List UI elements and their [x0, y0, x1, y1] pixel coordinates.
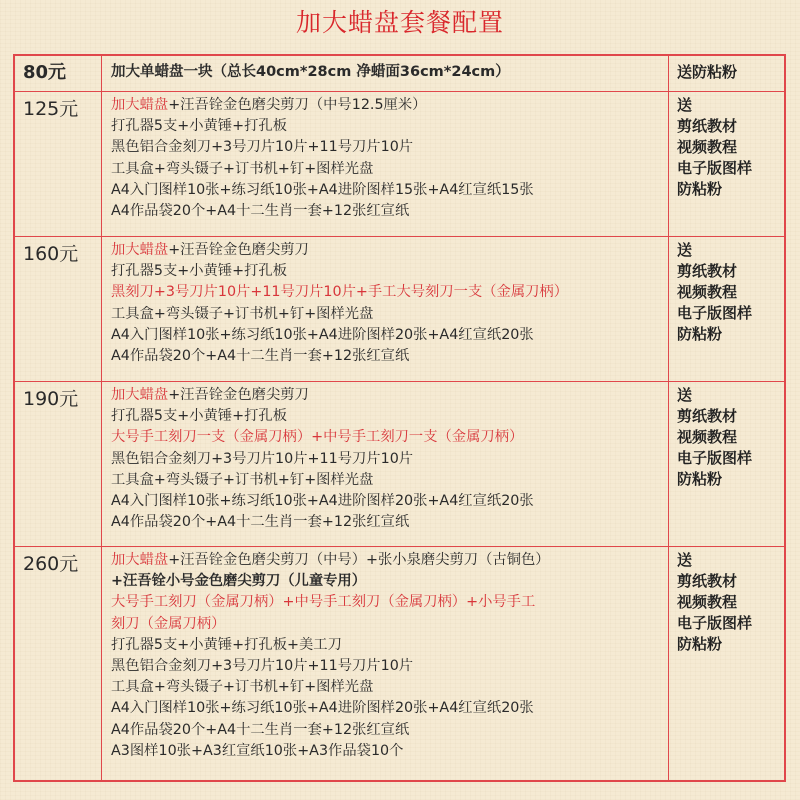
item-text: A3图样10张+A3红宣纸10张+A3作品袋10个	[111, 742, 404, 759]
item-text: +汪吾铨金色磨尖剪刀	[168, 242, 309, 258]
item-line	[111, 116, 668, 137]
item-line	[111, 325, 668, 346]
gift-item: 电子版图样	[677, 614, 753, 632]
item-line	[111, 720, 668, 741]
item-line	[111, 201, 668, 222]
item-line	[111, 449, 668, 470]
item-text: +汪吾铨金色磨尖剪刀（中号）+张小泉磨尖剪刀（古铜色）	[168, 552, 550, 568]
gift-item: 送	[677, 241, 693, 259]
item-text: +汪吾铨金色磨尖剪刀	[168, 387, 309, 403]
item-line	[111, 512, 668, 533]
gift-item: 视频教程	[677, 428, 738, 446]
item-text: +汪吾铨小号金色磨尖剪刀（儿童专用）	[111, 573, 367, 590]
item-text: 打孔器5支+小黄锤+打孔板+美工刀	[111, 636, 342, 653]
highlighted-item-text: 大号手工刻刀一支（金属刀柄）+中号手工刻刀一支（金属刀柄）	[111, 429, 524, 446]
items-cell	[102, 237, 669, 381]
item-text: 打孔器5支+小黄锤+打孔板	[111, 408, 288, 425]
item-text: 工具盒+弯头镊子+订书机+钉+图样光盘	[111, 160, 374, 177]
gift-item: 剪纸教材	[677, 117, 738, 135]
item-text: 工具盒+弯头镊子+订书机+钉+图样光盘	[111, 471, 374, 488]
gift-item: 防粘粉	[677, 470, 723, 488]
item-text: 黑色铝合金刻刀+3号刀片10片+11号刀片10片	[111, 450, 414, 467]
item-line	[111, 304, 668, 325]
gift-item: 电子版图样	[677, 449, 753, 467]
item-text: A4入门图样10张+练习纸10张+A4进阶图样15张+A4红宣纸15张	[111, 181, 534, 198]
highlighted-item-text: 刻刀（金属刀柄）	[111, 615, 226, 632]
table-row	[15, 92, 784, 237]
item-line	[111, 159, 668, 180]
highlighted-item-text: 加大蜡盘	[111, 242, 169, 258]
gift-item: 送	[677, 551, 693, 569]
highlighted-item-text: 加大蜡盘	[111, 552, 169, 568]
item-text: 工具盒+弯头镊子+订书机+钉+图样光盘	[111, 679, 374, 696]
table-row	[15, 547, 784, 780]
item-line	[111, 677, 668, 698]
item-line	[111, 635, 668, 656]
item-line	[111, 180, 668, 201]
item-line	[111, 741, 668, 762]
gift-cell: 送防粘粉	[677, 63, 738, 81]
item-text: A4作品袋20个+A4十二生肖一套+12张红宣纸	[111, 721, 410, 738]
highlighted-item-text: 大号手工刻刀（金属刀柄）+中号手工刻刀（金属刀柄）+小号手工	[111, 594, 536, 611]
item-text: 黑色铝合金刻刀+3号刀片10片+11号刀片10片	[111, 658, 414, 675]
item-text: A4作品袋20个+A4十二生肖一套+12张红宣纸	[111, 514, 410, 531]
items-cell	[102, 547, 669, 780]
item-text: A4作品袋20个+A4十二生肖一套+12张红宣纸	[111, 348, 410, 365]
item-text: A4入门图样10张+练习纸10张+A4进阶图样20张+A4红宣纸20张	[111, 700, 534, 717]
items-cell: 加大单蜡盘一块（总长40cm*28cm 净蜡面36cm*24cm）	[102, 56, 669, 91]
gift-item: 剪纸教材	[677, 572, 738, 590]
gift-item: 防粘粉	[677, 635, 723, 653]
item-text: 打孔器5支+小黄锤+打孔板	[111, 118, 288, 135]
gift-item: 送	[677, 386, 693, 404]
price-cell: 160元	[15, 237, 102, 381]
gift-item: 视频教程	[677, 593, 738, 611]
item-line	[111, 491, 668, 512]
gift-item: 剪纸教材	[677, 262, 738, 280]
price-cell: 80元	[15, 56, 102, 91]
price-cell: 125元	[15, 92, 102, 236]
item-line	[111, 240, 668, 261]
gift-item: 送	[677, 96, 693, 114]
gift-cell	[669, 92, 784, 236]
table-row	[15, 237, 784, 382]
item-text: +汪吾铨金色磨尖剪刀（中号12.5厘米）	[168, 97, 427, 113]
item-line	[111, 261, 668, 282]
item-text: 黑色铝合金刻刀+3号刀片10片+11号刀片10片	[111, 139, 414, 156]
item-line	[111, 550, 668, 571]
items-cell	[102, 92, 669, 236]
item-line	[111, 137, 668, 158]
package-table	[13, 54, 786, 782]
item-line	[111, 95, 668, 116]
item-line	[111, 282, 668, 303]
item-line	[111, 698, 668, 719]
gift-cell	[669, 237, 784, 381]
item-line	[111, 385, 668, 406]
highlighted-item-text: 加大蜡盘	[111, 97, 169, 113]
gift-item: 视频教程	[677, 138, 738, 156]
item-line	[111, 656, 668, 677]
item-text: 工具盒+弯头镊子+订书机+钉+图样光盘	[111, 305, 374, 322]
gift-item: 电子版图样	[677, 159, 753, 177]
highlighted-item-text: 黑刻刀+3号刀片10片+11号刀片10片+手工大号刻刀一支（金属刀柄）	[111, 284, 569, 301]
highlighted-item-text: 加大蜡盘	[111, 387, 169, 403]
item-line	[111, 571, 668, 592]
item-line	[111, 470, 668, 491]
item-text: A4入门图样10张+练习纸10张+A4进阶图样20张+A4红宣纸20张	[111, 326, 534, 343]
item-text: A4作品袋20个+A4十二生肖一套+12张红宣纸	[111, 203, 410, 220]
gift-item: 防粘粉	[677, 180, 723, 198]
item-line	[111, 427, 668, 448]
gift-item: 剪纸教材	[677, 407, 738, 425]
item-line	[111, 406, 668, 427]
gift-item: 视频教程	[677, 283, 738, 301]
gift-cell	[669, 382, 784, 546]
item-text: 打孔器5支+小黄锤+打孔板	[111, 263, 288, 280]
item-line	[111, 614, 668, 635]
page-title: 加大蜡盘套餐配置	[295, 8, 504, 37]
gift-item: 电子版图样	[677, 304, 753, 322]
items-cell	[102, 382, 669, 546]
table-row	[15, 382, 784, 547]
table-row-basic	[15, 56, 784, 92]
price-cell: 190元	[15, 382, 102, 546]
gift-item: 防粘粉	[677, 325, 723, 343]
item-text: A4入门图样10张+练习纸10张+A4进阶图样20张+A4红宣纸20张	[111, 493, 534, 510]
price-cell: 260元	[15, 547, 102, 780]
gift-cell	[669, 547, 784, 780]
item-line	[111, 346, 668, 367]
item-line	[111, 592, 668, 613]
